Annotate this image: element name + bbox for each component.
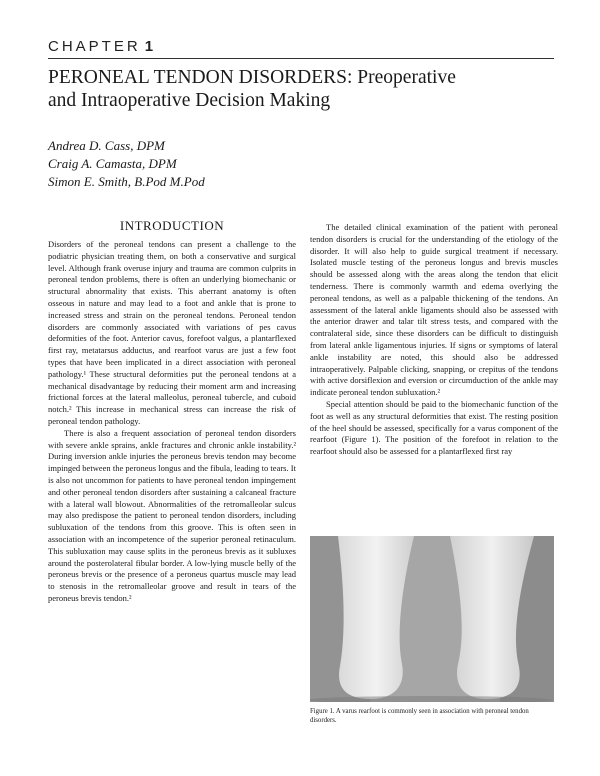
paragraph: There is also a frequent association of peroneal tendon disorders with severe ankle sprains, ankle fractures and chronic ankle instability.² During inversion ankle injuries the peroneus brevis tendon may become impinged between the peroneus longus and the fibula, leading to tears. It is also not uncommon for patients to have peroneal tendon impingement and other peroneal tendon disorders after sustaining a calcaneal fracture with a lateral wall blowout. Abnormalities of the retromalleolar sulcus may also predispose the patient to peroneal tendon disorders, including subluxation of the tendons from this groove. This is often seen in association with an incompetence of the superior peroneal retinaculum. This subluxation may cause splits in the peroneus brevis as it subluxes around the posterolateral fibular border. A low-lying muscle belly of the peroneus brevis or the presence of a peroneus quartus muscle may lead to stenosis in the retromalleolar groove and result in tears of the peroneus brevis tendon.² — [48, 427, 296, 603]
title-line-2: and Intraoperative Decision Making — [48, 90, 331, 111]
author-2: Craig A. Camasta, DPM — [48, 156, 177, 171]
author-3: Simon E. Smith, B.Pod M.Pod — [48, 174, 205, 189]
heels-photo-illustration — [310, 536, 554, 702]
section-heading: INTRODUCTION — [119, 218, 225, 233]
right-column — [310, 222, 558, 458]
left-column — [48, 218, 296, 605]
author-1: Andrea D. Cass, DPM — [48, 138, 165, 153]
paragraph: Special attention should be paid to the biomechanic function of the foot as well as any structural deformities that exist. The resting position of the heel should be assessed, specifically for a varus component of the rearfoot (Figure 1). The position of the forefoot in relation to the rearfoot should also be assessed for a plantarflexed first ray — [310, 398, 558, 457]
paragraph: The detailed clinical examination of the patient with peroneal tendon disorders is crucial for the understanding of the etiology of the disorder. It will also help to guide surgical treatment if necessary. Isolated muscle testing of the peroneus longus and brevis muscles should be assessed along with the areas along the tendon that elicit tenderness. There is commonly warmth and edema overlying the peroneal tendons, as well as a palpable thickening of the tendons. An assessment of the lateral ankle ligaments should also be assessed with the anterior drawer and talar tilt stress tests, and compared with the contralateral side, since these disorders can be difficult to distinguish from lateral ankle ligamentous injuries. If signs or symptoms of lateral ankle instability are noted, this should also be addressed intraoperatively. Palpable clicking, snapping, or crepitus of the tendons with active dorsiflexion and eversion or circumduction of the ankle may indicate peroneal tendon subluxation.² — [310, 222, 558, 398]
author-list — [48, 137, 205, 191]
title-line-1: PERONEAL TENDON DISORDERS: Preoperative — [48, 67, 456, 88]
figure-photo — [310, 536, 554, 702]
chapter-label — [48, 38, 153, 55]
paragraph: Disorders of the peroneal tendons can present a challenge to the podiatric physician treating them, on both a conservative and surgical level. Although frank overuse injury and trauma are common culprits in peroneal tendon problems, there is often an underlying biomechanic or structural abnormality that exists. This aberrant anatomy is often osseous in nature and may lead to a foot and ankle that is prone to increased stress and strain on the peroneal tendons. Peroneal tendon disorders are commonly associated with variations of pes cavus deformities of the foot. Anterior cavus, forefoot valgus, a plantarflexed first ray, metatarsus adductus, and rearfoot varus are just a few foot types that have been implicated in a direct association with peroneal pathology.¹ These structural deformities put the peroneal tendons at a mechanical disadvantage by reducing their moment arm and increasing frictional forces at the lateral malleolus, peroneal tubercle, and cuboid notch.² This increase in mechanical stress can increase the risk of peroneal tendon pathology. — [48, 239, 296, 426]
header-rule — [48, 58, 554, 59]
article-title — [48, 66, 568, 112]
chapter-number: 1 — [144, 38, 154, 55]
figure-caption: Figure 1. A varus rearfoot is commonly seen in association with peroneal tendon disorders. — [310, 708, 529, 724]
chapter-word: CHAPTER — [48, 38, 141, 55]
